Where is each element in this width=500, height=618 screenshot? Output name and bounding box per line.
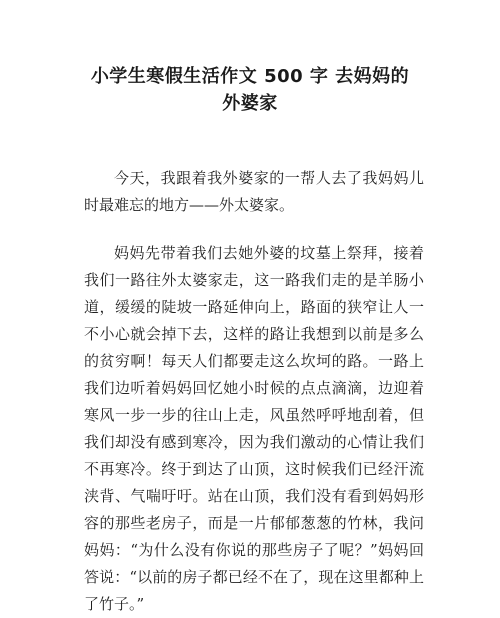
- document-title-line-1: 小学生寒假生活作文 500 字 去妈妈的: [90, 66, 410, 87]
- document-title-line-2: 外婆家: [222, 93, 278, 114]
- paragraph-1: 今天，我跟着我外婆家的一帮人去了我妈妈儿时最难忘的地方——外太婆家。: [84, 169, 424, 214]
- paragraph-2: 妈妈先带着我们去她外婆的坟墓上祭拜，接着我们一路往外太婆家走，这一路我们走的是羊肠小道，缓缓的陡坡一路延伸向上，路面的狭窄让人一不小心就会掉下去，这样的路让我想到以前是多么的贫穷啊！每天人们都要走这么坎坷的路。一路上我们边听着妈妈回忆她小时候的点点滴滴，边迎着寒风一步一步的往山上走，风虽然呼呼地刮着，但我们却没有感到寒冷，因为我们激动的心情让我们不再寒冷。终于到达了山顶，这时候我们已经汗流浃背、气喘吁吁。站在山顶，我们没有看到妈妈形容的那些老房子，而是一片郁郁葱葱的竹林，我问妈妈：“为什么没有你说的那些房子了呢？”妈妈回答说：“以前的房子都已经不在了，现在这里都种上了竹子。”: [84, 244, 424, 613]
